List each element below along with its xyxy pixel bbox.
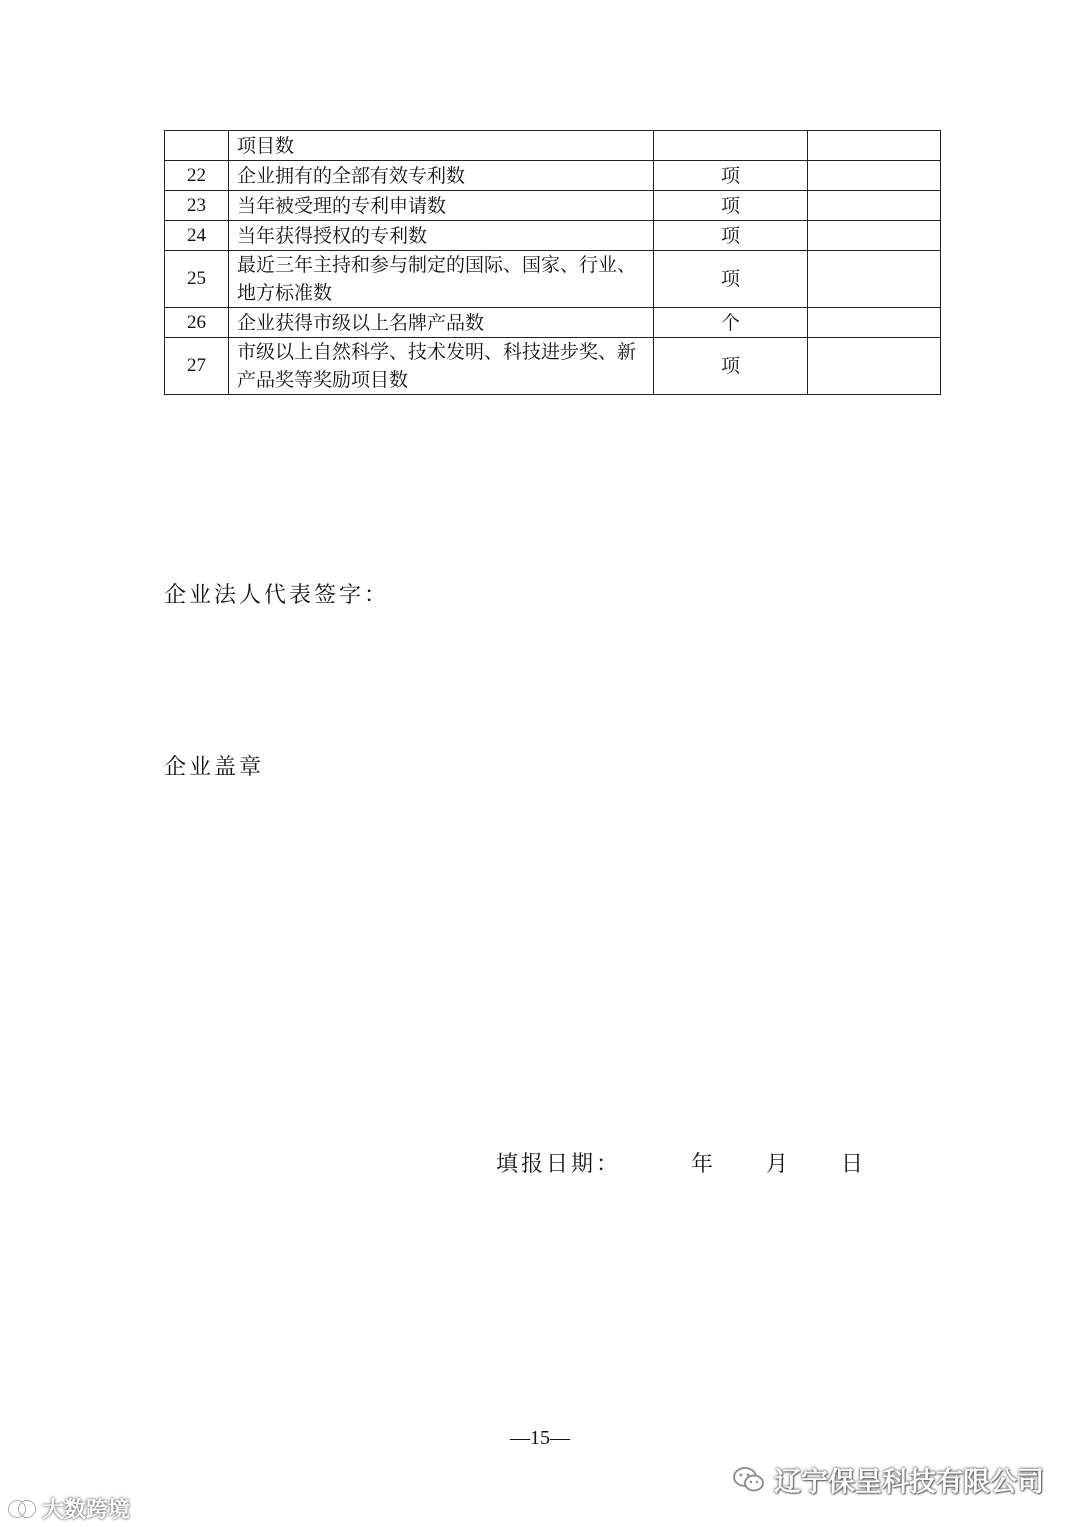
table-row	[165, 161, 941, 191]
row-unit: 项	[654, 191, 808, 221]
row-number: 23	[165, 191, 229, 221]
wechat-icon	[732, 1465, 766, 1495]
row-value	[808, 161, 941, 191]
signature-label: 企业法人代表签字：	[164, 583, 390, 608]
row-item: 当年被受理的专利申请数	[229, 191, 654, 221]
row-value	[808, 308, 941, 338]
table-row	[165, 338, 941, 395]
row-unit: 项	[654, 338, 808, 395]
row-unit: 项	[654, 251, 808, 308]
date-label: 填报日期：	[496, 1152, 622, 1177]
date-month: 月	[766, 1152, 792, 1177]
row-unit: 项	[654, 221, 808, 251]
row-number: 26	[165, 308, 229, 338]
table-row	[165, 191, 941, 221]
date-day: 日	[841, 1152, 867, 1177]
row-item: 企业拥有的全部有效专利数	[229, 161, 654, 191]
row-number: 24	[165, 221, 229, 251]
row-item: 最近三年主持和参与制定的国际、国家、行业、地方标准数	[229, 251, 654, 308]
row-value	[808, 221, 941, 251]
table-row	[165, 131, 941, 161]
table-row	[165, 221, 941, 251]
row-value	[808, 338, 941, 395]
table-row	[165, 308, 941, 338]
row-value	[808, 131, 941, 161]
date-year: 年	[691, 1152, 717, 1177]
row-value	[808, 191, 941, 221]
statistics-table	[164, 130, 941, 395]
row-number: 25	[165, 251, 229, 308]
watermark-right	[732, 1460, 1044, 1499]
row-number	[165, 131, 229, 161]
row-unit: 项	[654, 161, 808, 191]
brand-logo-icon	[8, 1498, 38, 1520]
row-number: 27	[165, 338, 229, 395]
row-value	[808, 251, 941, 308]
watermark-left	[8, 1493, 130, 1524]
seal-label: 企业盖章	[164, 755, 265, 780]
row-item: 企业获得市级以上名牌产品数	[229, 308, 654, 338]
row-item: 项目数	[229, 131, 654, 161]
table-row	[165, 251, 941, 308]
fill-date	[496, 1147, 866, 1178]
row-unit: 个	[654, 308, 808, 338]
page-number: —15—	[510, 1427, 570, 1449]
row-item: 市级以上自然科学、技术发明、科技进步奖、新产品奖等奖励项目数	[229, 338, 654, 395]
row-item: 当年获得授权的专利数	[229, 221, 654, 251]
watermark-right-text: 辽宁保呈科技有限公司	[774, 1467, 1044, 1498]
row-unit	[654, 131, 808, 161]
row-number: 22	[165, 161, 229, 191]
watermark-left-text: 大数跨境	[42, 1498, 131, 1523]
